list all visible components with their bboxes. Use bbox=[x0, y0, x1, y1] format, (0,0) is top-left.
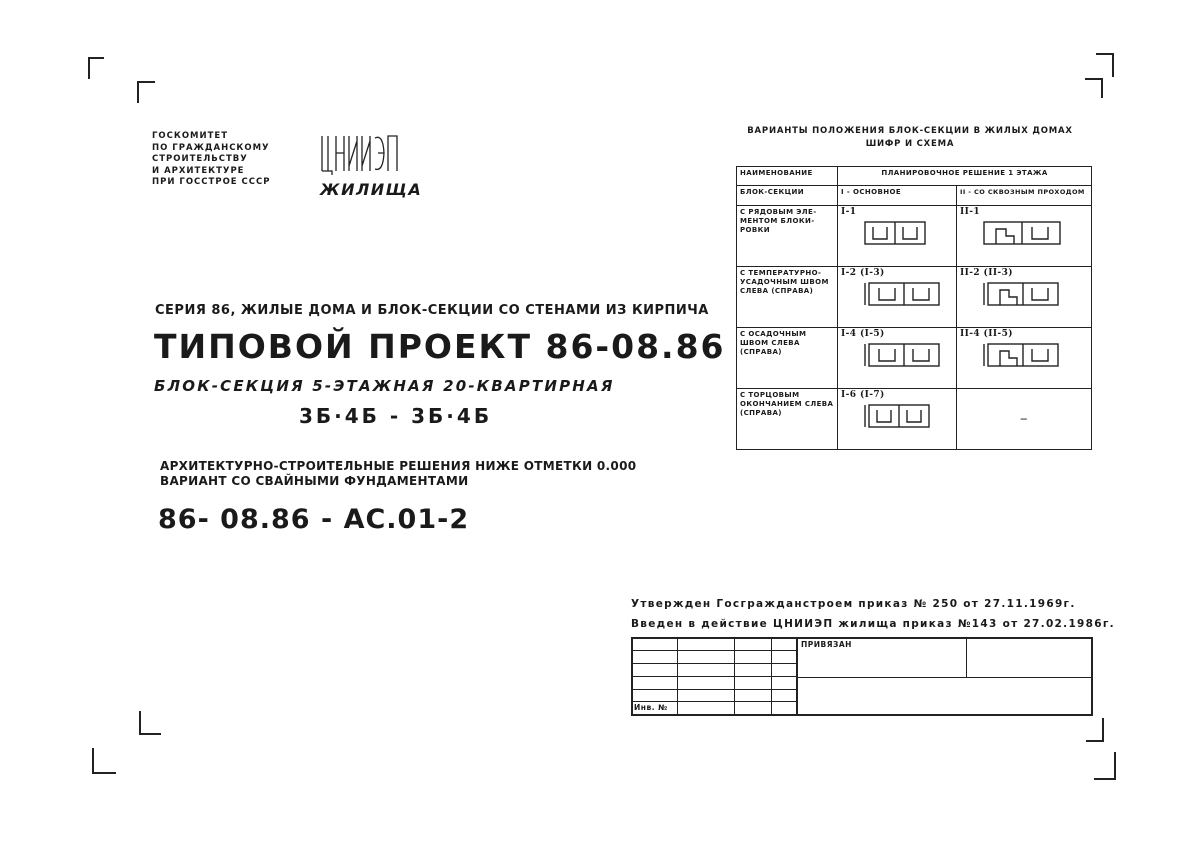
row-name-cell: С ТЕМПЕРАТУРНО- УСАДОЧНЫМ ШВОМ СЛЕВА (СПРАВА) bbox=[737, 267, 838, 328]
plan-cell bbox=[838, 389, 957, 450]
plan-code: II-1 bbox=[960, 207, 981, 217]
empty-variant-cell: — bbox=[957, 389, 1092, 450]
plan-cell bbox=[838, 206, 957, 267]
table-row bbox=[737, 267, 1092, 328]
variants-table-title-line: ВАРИАНТЫ ПОЛОЖЕНИЯ БЛОК-СЕКЦИИ В ЖИЛЫХ ДОМАХ bbox=[747, 126, 1073, 136]
project-title: ТИПОВОЙ ПРОЕКТ 86-08.86 bbox=[154, 327, 726, 366]
stamp-line bbox=[796, 677, 1093, 678]
table-row bbox=[737, 206, 1092, 267]
crop-mark bbox=[1096, 53, 1114, 77]
stamp-line bbox=[771, 637, 772, 715]
architecture-line: ВАРИАНТ СО СВАЙНЫМИ ФУНДАМЕНТАМИ bbox=[160, 474, 469, 488]
floor-plan-scheme-icon bbox=[982, 280, 1062, 308]
plan-cell bbox=[957, 267, 1092, 328]
stamp-line bbox=[966, 637, 967, 677]
crop-mark bbox=[88, 57, 104, 79]
block-section-code: 3Б·4Б - 3Б·4Б bbox=[299, 404, 493, 428]
organization-line: ПО ГРАЖДАНСКОМУ bbox=[152, 142, 270, 153]
variants-table-title-line: ШИФР И СХЕМА bbox=[865, 139, 955, 149]
organization-line: ГОСКОМИТЕТ bbox=[152, 131, 229, 141]
approval-line: Утвержден Госгражданстроем приказ № 250 от 27.11.1969г. bbox=[631, 598, 1076, 610]
stamp-line bbox=[734, 637, 735, 715]
logo-subtitle: ЖИЛИЩА bbox=[320, 180, 423, 199]
plan-code: I-2 (I-3) bbox=[841, 268, 885, 278]
architecture-line: АРХИТЕКТУРНО-СТРОИТЕЛЬНЫЕ РЕШЕНИЯ НИЖЕ ОТМЕТКИ 0.000 bbox=[160, 459, 637, 473]
floor-plan-scheme-icon bbox=[982, 341, 1062, 369]
crop-mark bbox=[139, 711, 161, 735]
architecture-description bbox=[160, 459, 636, 489]
variants-table bbox=[736, 166, 1092, 450]
organization-line: ПРИ ГОССТРОЕ СССР bbox=[152, 177, 271, 187]
stamp-table bbox=[631, 637, 1093, 715]
stamp-inventory-label: Инв. № bbox=[634, 703, 668, 712]
table-row bbox=[737, 389, 1092, 450]
logo-mark bbox=[320, 133, 400, 175]
plan-code: I-6 (I-7) bbox=[841, 390, 885, 400]
row-name-cell: С РЯДОВЫМ ЭЛЕ- МЕНТОМ БЛОКИ- РОВКИ bbox=[737, 206, 838, 267]
document-code: 86- 08.86 - АС.01-2 bbox=[158, 504, 470, 535]
stamp-line bbox=[631, 714, 1093, 716]
variants-table-title bbox=[720, 125, 1100, 151]
organization-block bbox=[152, 131, 271, 189]
crop-mark bbox=[1086, 718, 1104, 742]
organization-line: И АРХИТЕКТУРЕ bbox=[152, 165, 245, 176]
floor-plan-scheme-icon bbox=[863, 402, 935, 430]
floor-plan-scheme-icon bbox=[863, 219, 927, 247]
plan-cell bbox=[957, 328, 1092, 389]
header-name-cell: НАИМЕНОВАНИЕ bbox=[737, 167, 838, 186]
stamp-tied-label: ПРИВЯЗАН bbox=[801, 640, 852, 649]
stamp-line bbox=[796, 637, 798, 715]
plan-code: I-1 bbox=[841, 207, 857, 217]
plan-code: I-4 (I-5) bbox=[841, 329, 885, 339]
header-col2-cell: II - СО СКВОЗНЫМ ПРОХОДОМ bbox=[957, 186, 1092, 206]
stamp-line bbox=[631, 637, 1093, 639]
row-name-cell: С ОСАДОЧНЫМ ШВОМ СЛЕВА (СПРАВА) bbox=[737, 328, 838, 389]
table-header-row bbox=[737, 186, 1092, 206]
table-header-row bbox=[737, 167, 1092, 186]
row-name-cell: С ТОРЦОВЫМ ОКОНЧАНИЕМ СЛЕВА (СПРАВА) bbox=[737, 389, 838, 450]
organization-line: СТРОИТЕЛЬСТВУ bbox=[152, 154, 248, 164]
floor-plan-scheme-icon bbox=[863, 341, 943, 369]
floor-plan-scheme-icon bbox=[863, 280, 943, 308]
series-line: СЕРИЯ 86, ЖИЛЫЕ ДОМА И БЛОК-СЕКЦИИ СО СТЕНАМИ ИЗ КИРПИЧА bbox=[155, 303, 709, 318]
stamp-line bbox=[1091, 637, 1093, 715]
crop-mark bbox=[1085, 78, 1103, 98]
plan-cell bbox=[838, 328, 957, 389]
plan-cell bbox=[957, 206, 1092, 267]
plan-code: II-2 (II-3) bbox=[960, 268, 1013, 278]
header-col1-cell: I - ОСНОВНОЕ bbox=[838, 186, 957, 206]
approval-line: Введен в действие ЦНИИЭП жилища приказ №143 от 27.02.1986г. bbox=[631, 618, 1115, 630]
header-plan-cell: ПЛАНИРОВОЧНОЕ РЕШЕНИЕ 1 ЭТАЖА bbox=[838, 167, 1092, 186]
crop-mark bbox=[137, 81, 155, 103]
floor-plan-scheme-icon bbox=[982, 219, 1062, 247]
header-name-cell: БЛОК-СЕКЦИИ bbox=[737, 186, 838, 206]
institute-logo bbox=[320, 133, 423, 199]
table-row bbox=[737, 328, 1092, 389]
approval-block bbox=[631, 594, 1115, 634]
crop-mark bbox=[1094, 752, 1116, 780]
stamp-line bbox=[677, 637, 678, 715]
block-section-line: БЛОК-СЕКЦИЯ 5-ЭТАЖНАЯ 20-КВАРТИРНАЯ bbox=[154, 377, 615, 395]
crop-mark bbox=[92, 748, 116, 774]
plan-code: II-4 (II-5) bbox=[960, 329, 1013, 339]
plan-cell bbox=[838, 267, 957, 328]
